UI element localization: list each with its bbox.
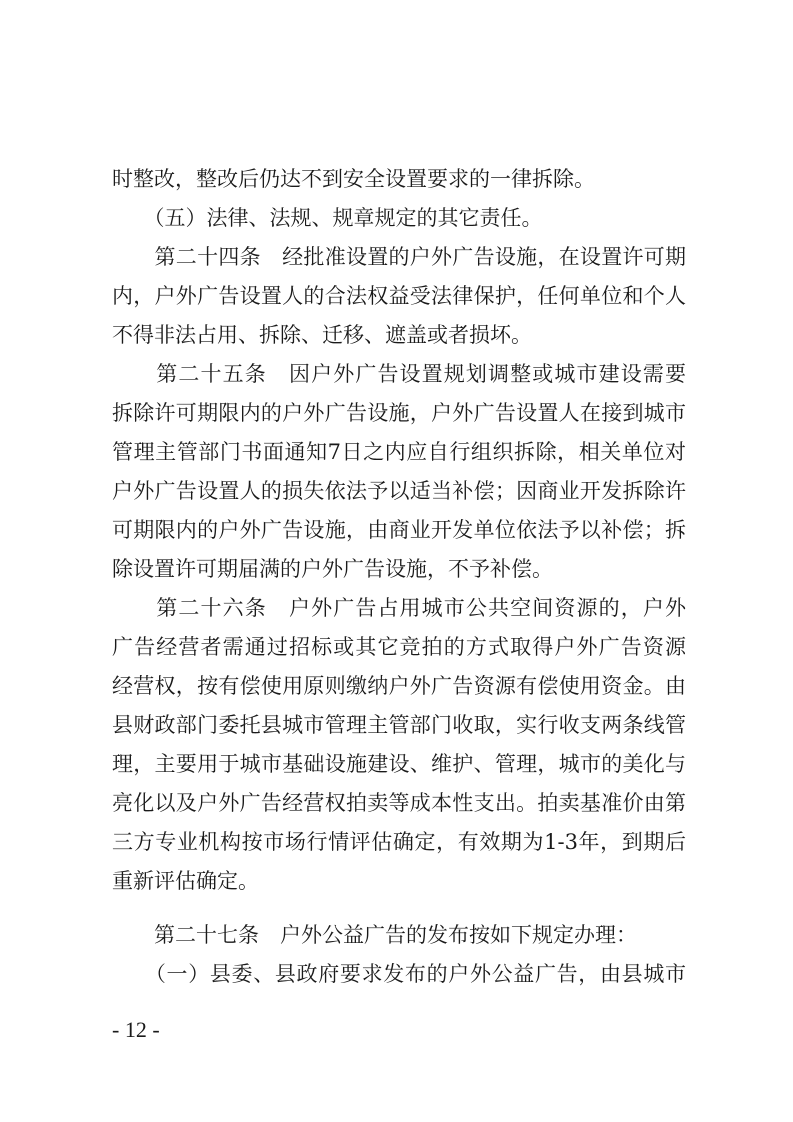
page-number: - 12 - — [112, 1017, 160, 1042]
text-line: 三方专业机构按市场行情评估确定，有效期为1-3年，到期后 — [112, 830, 686, 854]
text-line: 第二十四条 经批准设置的户外广告设施，在设置许可期 — [112, 245, 686, 269]
text-line: 重新评估确定。 — [112, 869, 259, 893]
text-line: 第二十五条 因户外广告设置规划调整或城市建设需要 — [112, 362, 686, 386]
text-line: 第二十七条 户外公益广告的发布按如下规定办理： — [112, 923, 637, 947]
text-line: 第二十六条 户外广告占用城市公共空间资源的，户外 — [112, 596, 686, 620]
text-line: 内，户外广告设置人的合法权益受法律保护，任何单位和个人 — [112, 284, 686, 308]
text-line: （一）县委、县政府要求发布的户外公益广告，由县城市 — [112, 962, 686, 986]
text-line: 不得非法占用、拆除、迁移、遮盖或者损坏。 — [112, 323, 532, 347]
text-line: （五）法律、法规、规章规定的其它责任。 — [112, 206, 543, 230]
text-line: 县财政部门委托县城市管理主管部门收取，实行收支两条线管 — [112, 713, 686, 737]
text-line: 经营权，按有偿使用原则缴纳户外广告资源有偿使用资金。由 — [112, 674, 686, 698]
text-line: 管理主管部门书面通知7日之内应自行组织拆除，相关单位对 — [112, 440, 686, 464]
text-line: 广告经营者需通过招标或其它竞拍的方式取得户外广告资源 — [112, 635, 686, 659]
text-line: 可期限内的户外广告设施，由商业开发单位依法予以补偿；拆 — [112, 518, 686, 542]
text-line: 理，主要用于城市基础设施建设、维护、管理，城市的美化与 — [112, 752, 686, 776]
text-line: 户外广告设置人的损失依法予以适当补偿；因商业开发拆除许 — [112, 479, 686, 503]
text-line: 除设置许可期届满的户外广告设施，不予补偿。 — [112, 557, 553, 581]
text-line: 时整改，整改后仍达不到安全设置要求的一律拆除。 — [112, 167, 595, 191]
text-line: 亮化以及户外广告经营权拍卖等成本性支出。拍卖基准价由第 — [112, 791, 686, 815]
text-line: 拆除许可期限内的户外广告设施，户外广告设置人在接到城市 — [112, 401, 686, 425]
